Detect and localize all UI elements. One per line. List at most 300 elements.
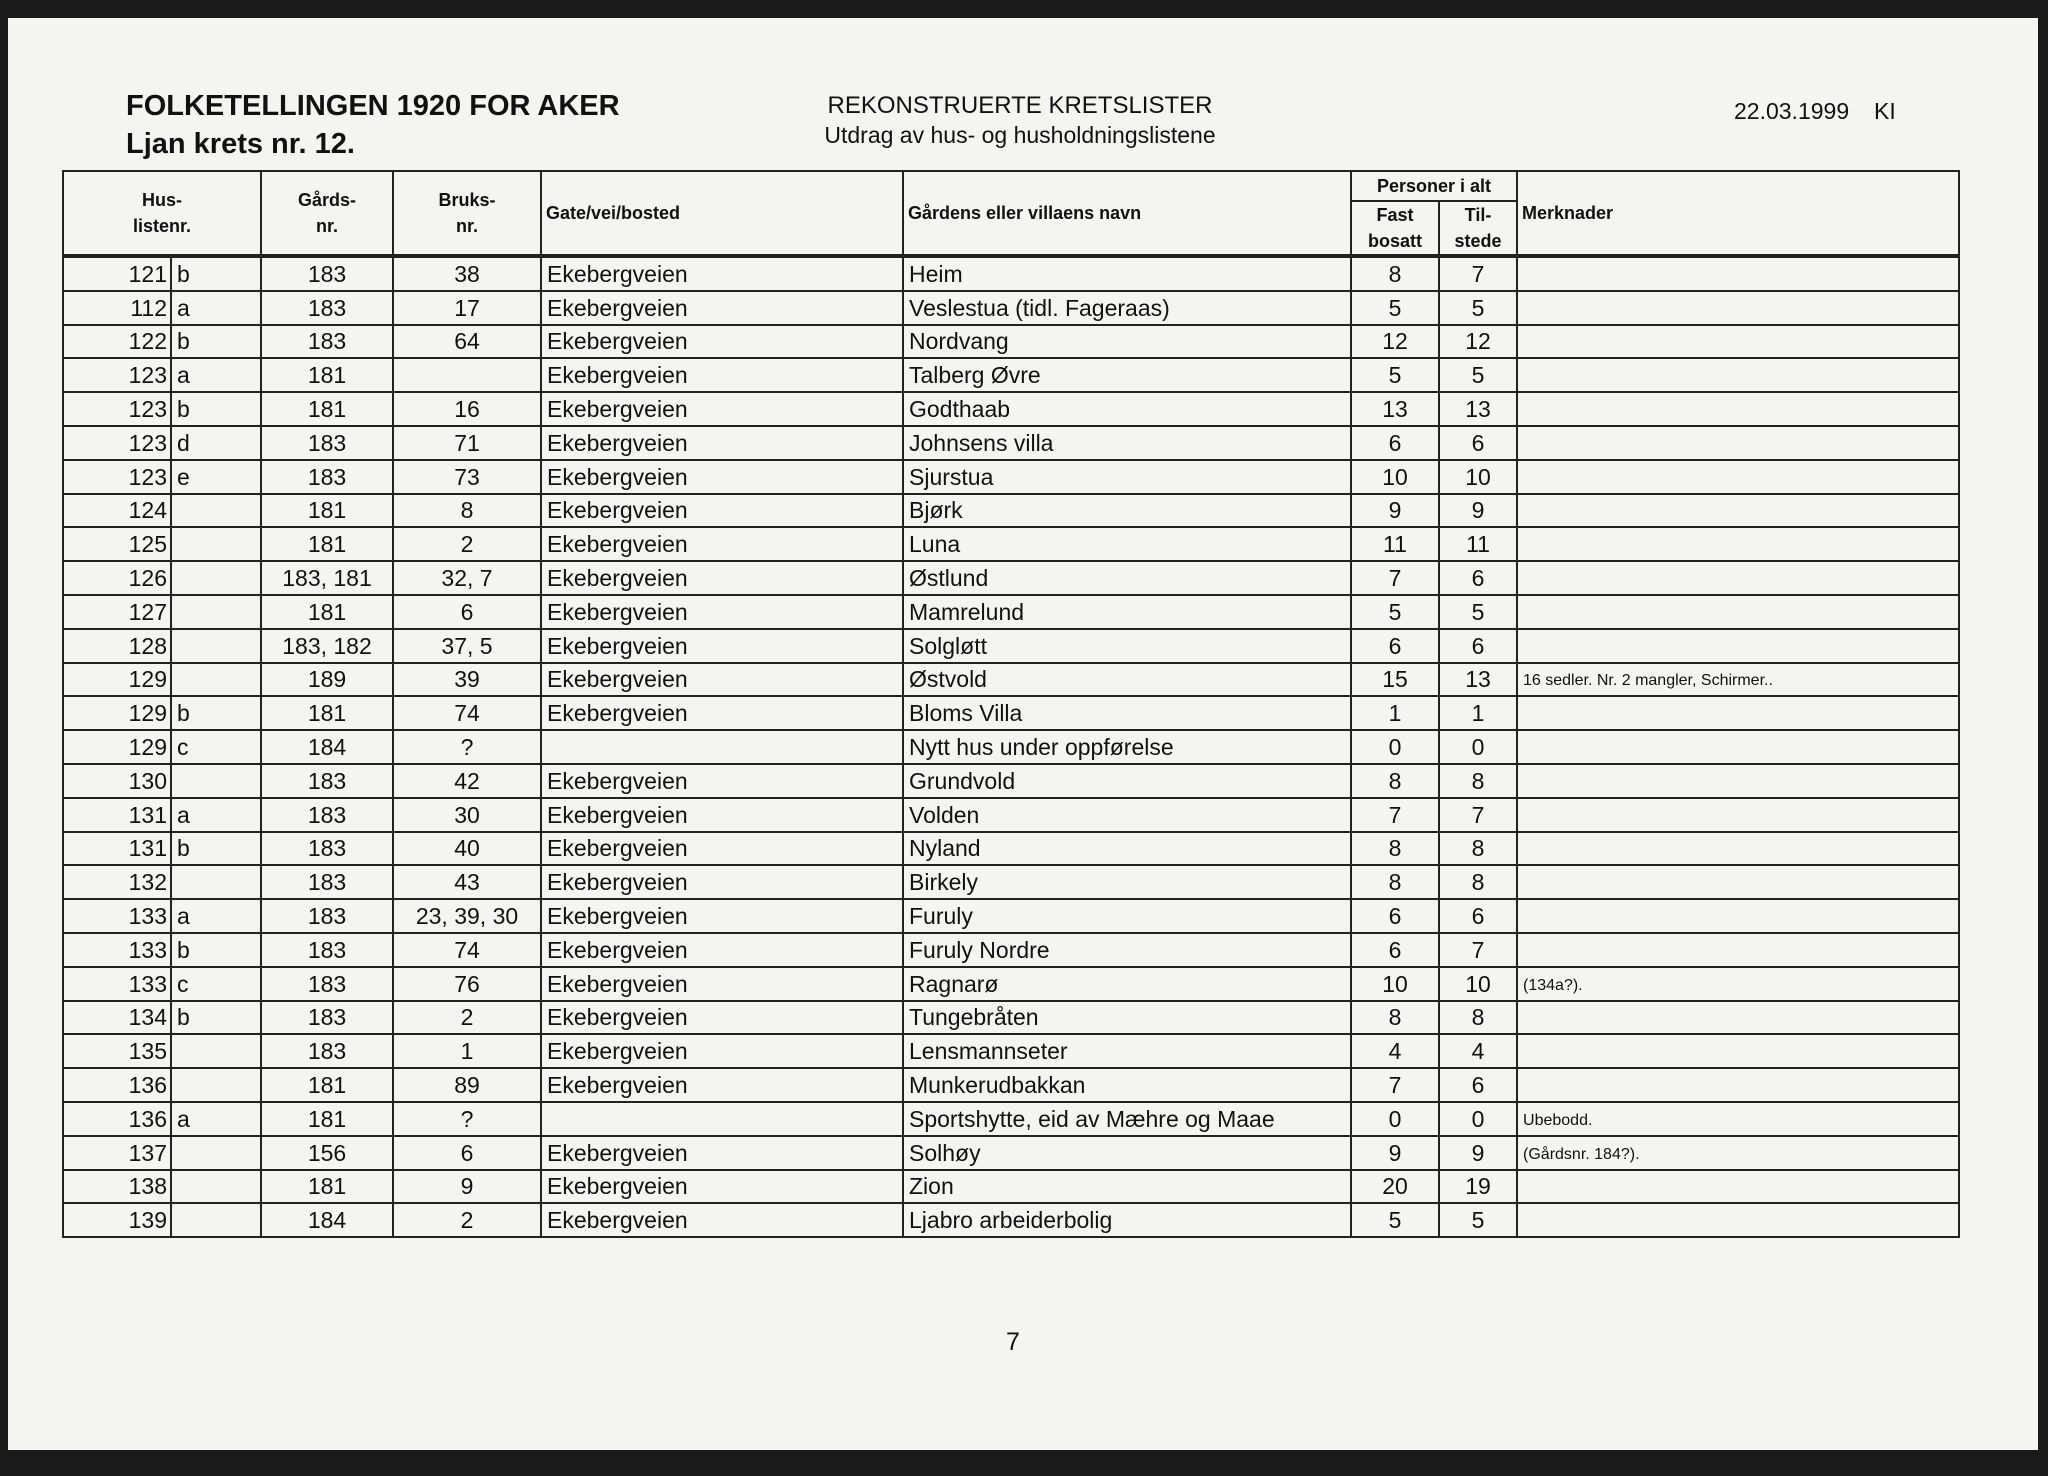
cell-present-count: 6: [1439, 561, 1517, 595]
cell-gards-nr: 183: [261, 798, 393, 832]
table-row: [63, 1001, 1959, 1035]
cell-property-name: Sportshytte, eid av Mæhre og Maae: [903, 1102, 1351, 1136]
cell-resident-count: 7: [1351, 561, 1439, 595]
cell-bruks-nr: 6: [393, 1136, 541, 1170]
cell-house-letter: a: [171, 899, 261, 933]
cell-resident-count: 15: [1351, 663, 1439, 697]
cell-gards-nr: 183: [261, 832, 393, 866]
cell-house-number: 123: [63, 426, 171, 460]
cell-property-name: Munkerudbakkan: [903, 1068, 1351, 1102]
cell-house-number: 133: [63, 899, 171, 933]
cell-house-number: 129: [63, 696, 171, 730]
table-row: [63, 764, 1959, 798]
cell-house-letter: d: [171, 426, 261, 460]
cell-bruks-nr: 74: [393, 933, 541, 967]
cell-remarks: [1517, 730, 1959, 764]
cell-gards-nr: 181: [261, 494, 393, 528]
cell-resident-count: 10: [1351, 967, 1439, 1001]
cell-property-name: Furuly: [903, 899, 1351, 933]
table-row: [63, 1102, 1959, 1136]
cell-house-letter: b: [171, 832, 261, 866]
cell-present-count: 10: [1439, 460, 1517, 494]
cell-property-name: Birkely: [903, 865, 1351, 899]
cell-present-count: 6: [1439, 1068, 1517, 1102]
table-row: [63, 730, 1959, 764]
cell-house-number: 124: [63, 494, 171, 528]
cell-gards-nr: 183: [261, 764, 393, 798]
cell-street: Ekebergveien: [541, 527, 903, 561]
cell-gards-nr: 183: [261, 291, 393, 325]
cell-gards-nr: 183: [261, 865, 393, 899]
cell-remarks: Ubebodd.: [1517, 1102, 1959, 1136]
cell-house-letter: [171, 1170, 261, 1204]
cell-property-name: Solgløtt: [903, 629, 1351, 663]
cell-remarks: [1517, 426, 1959, 460]
table-row: [63, 798, 1959, 832]
cell-present-count: 1: [1439, 696, 1517, 730]
cell-bruks-nr: ?: [393, 1102, 541, 1136]
cell-gards-nr: 181: [261, 696, 393, 730]
cell-street: Ekebergveien: [541, 325, 903, 359]
cell-bruks-nr: 32, 7: [393, 561, 541, 595]
cell-resident-count: 6: [1351, 933, 1439, 967]
cell-bruks-nr: 16: [393, 392, 541, 426]
col-header-navn: Gårdens eller villaens navn: [903, 171, 1351, 256]
district-title: Ljan krets nr. 12.: [126, 128, 355, 160]
cell-street: Ekebergveien: [541, 256, 903, 291]
cell-resident-count: 5: [1351, 1203, 1439, 1237]
cell-resident-count: 0: [1351, 730, 1439, 764]
cell-property-name: Sjurstua: [903, 460, 1351, 494]
cell-house-number: 129: [63, 663, 171, 697]
cell-resident-count: 6: [1351, 899, 1439, 933]
cell-remarks: [1517, 1068, 1959, 1102]
cell-property-name: Solhøy: [903, 1136, 1351, 1170]
cell-property-name: Grundvold: [903, 764, 1351, 798]
col-header-gards: Gårds- nr.: [261, 171, 393, 256]
cell-bruks-nr: ?: [393, 730, 541, 764]
cell-resident-count: 8: [1351, 832, 1439, 866]
cell-gards-nr: 183: [261, 1001, 393, 1035]
cell-property-name: Nytt hus under oppførelse: [903, 730, 1351, 764]
cell-remarks: 16 sedler. Nr. 2 mangler, Schirmer..: [1517, 663, 1959, 697]
cell-remarks: [1517, 358, 1959, 392]
cell-remarks: [1517, 899, 1959, 933]
cell-house-number: 130: [63, 764, 171, 798]
cell-remarks: [1517, 392, 1959, 426]
cell-present-count: 8: [1439, 764, 1517, 798]
cell-property-name: Lensmannseter: [903, 1034, 1351, 1068]
cell-house-letter: [171, 1136, 261, 1170]
cell-present-count: 0: [1439, 730, 1517, 764]
cell-gards-nr: 181: [261, 392, 393, 426]
cell-street: Ekebergveien: [541, 358, 903, 392]
cell-property-name: Zion: [903, 1170, 1351, 1204]
cell-house-letter: [171, 1034, 261, 1068]
cell-house-number: 121: [63, 256, 171, 291]
cell-street: Ekebergveien: [541, 1170, 903, 1204]
cell-property-name: Bloms Villa: [903, 696, 1351, 730]
cell-house-letter: b: [171, 325, 261, 359]
cell-bruks-nr: 74: [393, 696, 541, 730]
cell-remarks: [1517, 764, 1959, 798]
cell-present-count: 5: [1439, 1203, 1517, 1237]
cell-remarks: [1517, 1034, 1959, 1068]
cell-house-letter: a: [171, 291, 261, 325]
cell-house-number: 134: [63, 1001, 171, 1035]
table-row: [63, 629, 1959, 663]
table-row: [63, 1068, 1959, 1102]
cell-street: [541, 1102, 903, 1136]
cell-remarks: [1517, 527, 1959, 561]
cell-property-name: Nordvang: [903, 325, 1351, 359]
cell-street: Ekebergveien: [541, 832, 903, 866]
cell-resident-count: 5: [1351, 358, 1439, 392]
cell-house-letter: c: [171, 730, 261, 764]
cell-house-number: 136: [63, 1068, 171, 1102]
cell-house-letter: b: [171, 256, 261, 291]
cell-property-name: Nyland: [903, 832, 1351, 866]
cell-property-name: Veslestua (tidl. Fageraas): [903, 291, 1351, 325]
cell-house-letter: [171, 764, 261, 798]
cell-present-count: 6: [1439, 629, 1517, 663]
cell-present-count: 7: [1439, 798, 1517, 832]
cell-gards-nr: 183: [261, 1034, 393, 1068]
cell-street: Ekebergveien: [541, 663, 903, 697]
cell-present-count: 6: [1439, 899, 1517, 933]
table-row: [63, 561, 1959, 595]
cell-resident-count: 8: [1351, 865, 1439, 899]
col-header-til: Til- stede: [1439, 201, 1517, 256]
cell-street: Ekebergveien: [541, 1203, 903, 1237]
cell-gards-nr: 181: [261, 595, 393, 629]
cell-house-letter: a: [171, 798, 261, 832]
cell-remarks: [1517, 561, 1959, 595]
cell-remarks: [1517, 494, 1959, 528]
cell-property-name: Tungebråten: [903, 1001, 1351, 1035]
cell-resident-count: 9: [1351, 494, 1439, 528]
cell-property-name: Mamrelund: [903, 595, 1351, 629]
cell-house-number: 123: [63, 358, 171, 392]
cell-gards-nr: 183, 182: [261, 629, 393, 663]
document-subtitle: REKONSTRUERTE KRETSLISTER: [827, 92, 1213, 119]
cell-house-number: 138: [63, 1170, 171, 1204]
cell-street: Ekebergveien: [541, 392, 903, 426]
cell-bruks-nr: 9: [393, 1170, 541, 1204]
cell-bruks-nr: 89: [393, 1068, 541, 1102]
cell-present-count: 8: [1439, 865, 1517, 899]
table-row: [63, 933, 1959, 967]
cell-remarks: [1517, 1170, 1959, 1204]
cell-resident-count: 0: [1351, 1102, 1439, 1136]
cell-remarks: [1517, 595, 1959, 629]
table-row: [63, 460, 1959, 494]
cell-remarks: [1517, 696, 1959, 730]
cell-street: Ekebergveien: [541, 1136, 903, 1170]
table-row: [63, 1136, 1959, 1170]
cell-gards-nr: 183: [261, 899, 393, 933]
col-header-personer: Personer i alt: [1351, 171, 1517, 201]
cell-street: Ekebergveien: [541, 865, 903, 899]
cell-present-count: 5: [1439, 291, 1517, 325]
document-date: 22.03.1999: [1734, 98, 1850, 124]
cell-house-number: 129: [63, 730, 171, 764]
cell-house-number: 135: [63, 1034, 171, 1068]
cell-street: Ekebergveien: [541, 426, 903, 460]
cell-house-letter: [171, 527, 261, 561]
cell-property-name: Østlund: [903, 561, 1351, 595]
cell-remarks: [1517, 1203, 1959, 1237]
cell-bruks-nr: [393, 358, 541, 392]
cell-present-count: 13: [1439, 663, 1517, 697]
cell-resident-count: 11: [1351, 527, 1439, 561]
cell-house-number: 125: [63, 527, 171, 561]
col-header-gate: Gate/vei/bosted: [541, 171, 903, 256]
table-header: [63, 171, 1959, 256]
cell-bruks-nr: 73: [393, 460, 541, 494]
cell-present-count: 6: [1439, 426, 1517, 460]
census-table: [62, 170, 1960, 1238]
document-description: Utdrag av hus- og husholdningslistene: [824, 122, 1216, 148]
table-row: [63, 291, 1959, 325]
cell-house-number: 127: [63, 595, 171, 629]
cell-house-letter: [171, 595, 261, 629]
table-row: [63, 595, 1959, 629]
table-row: [63, 1034, 1959, 1068]
col-header-hus: Hus- listenr.: [63, 171, 261, 256]
cell-street: Ekebergveien: [541, 1001, 903, 1035]
cell-gards-nr: 156: [261, 1136, 393, 1170]
cell-house-letter: b: [171, 1001, 261, 1035]
cell-remarks: [1517, 865, 1959, 899]
table-row: [63, 494, 1959, 528]
cell-house-number: 133: [63, 967, 171, 1001]
table-row: [63, 899, 1959, 933]
col-header-bruks: Bruks- nr.: [393, 171, 541, 256]
cell-street: Ekebergveien: [541, 933, 903, 967]
cell-property-name: Godthaab: [903, 392, 1351, 426]
author-initials: KI: [1874, 98, 1896, 124]
cell-bruks-nr: 40: [393, 832, 541, 866]
cell-bruks-nr: 6: [393, 595, 541, 629]
cell-remarks: [1517, 629, 1959, 663]
cell-house-letter: [171, 663, 261, 697]
table-row: [63, 967, 1959, 1001]
cell-house-letter: a: [171, 1102, 261, 1136]
cell-house-number: 131: [63, 798, 171, 832]
cell-house-number: 137: [63, 1136, 171, 1170]
cell-house-number: 131: [63, 832, 171, 866]
cell-gards-nr: 181: [261, 527, 393, 561]
cell-house-number: 128: [63, 629, 171, 663]
cell-resident-count: 8: [1351, 256, 1439, 291]
cell-house-letter: b: [171, 392, 261, 426]
cell-house-number: 133: [63, 933, 171, 967]
table-row: [63, 358, 1959, 392]
cell-house-letter: [171, 561, 261, 595]
table-row: [63, 1170, 1959, 1204]
cell-gards-nr: 181: [261, 1068, 393, 1102]
cell-bruks-nr: 2: [393, 527, 541, 561]
cell-street: Ekebergveien: [541, 561, 903, 595]
cell-gards-nr: 184: [261, 1203, 393, 1237]
cell-house-number: 123: [63, 460, 171, 494]
cell-property-name: Ljabro arbeiderbolig: [903, 1203, 1351, 1237]
cell-house-number: 112: [63, 291, 171, 325]
cell-remarks: [1517, 798, 1959, 832]
cell-house-letter: b: [171, 933, 261, 967]
cell-house-letter: [171, 1068, 261, 1102]
cell-property-name: Bjørk: [903, 494, 1351, 528]
cell-resident-count: 10: [1351, 460, 1439, 494]
cell-remarks: [1517, 256, 1959, 291]
document-title: FOLKETELLINGEN 1920 FOR AKER: [126, 90, 620, 122]
cell-present-count: 4: [1439, 1034, 1517, 1068]
cell-remarks: [1517, 325, 1959, 359]
table-row: [63, 256, 1959, 291]
cell-resident-count: 5: [1351, 595, 1439, 629]
cell-bruks-nr: 1: [393, 1034, 541, 1068]
cell-street: Ekebergveien: [541, 629, 903, 663]
cell-house-letter: e: [171, 460, 261, 494]
cell-gards-nr: 183: [261, 256, 393, 291]
cell-bruks-nr: 17: [393, 291, 541, 325]
cell-resident-count: 7: [1351, 798, 1439, 832]
cell-house-number: 136: [63, 1102, 171, 1136]
page-number: 7: [1006, 1328, 1020, 1356]
cell-street: Ekebergveien: [541, 798, 903, 832]
cell-house-number: 139: [63, 1203, 171, 1237]
cell-resident-count: 8: [1351, 1001, 1439, 1035]
table-row: [63, 527, 1959, 561]
cell-bruks-nr: 8: [393, 494, 541, 528]
cell-present-count: 19: [1439, 1170, 1517, 1204]
cell-gards-nr: 181: [261, 1102, 393, 1136]
cell-bruks-nr: 43: [393, 865, 541, 899]
cell-gards-nr: 181: [261, 1170, 393, 1204]
cell-gards-nr: 183: [261, 967, 393, 1001]
cell-house-letter: a: [171, 358, 261, 392]
cell-present-count: 8: [1439, 1001, 1517, 1035]
cell-bruks-nr: 64: [393, 325, 541, 359]
cell-house-letter: c: [171, 967, 261, 1001]
cell-bruks-nr: 39: [393, 663, 541, 697]
cell-gards-nr: 183: [261, 426, 393, 460]
table-row: [63, 696, 1959, 730]
cell-house-letter: [171, 1203, 261, 1237]
cell-resident-count: 13: [1351, 392, 1439, 426]
cell-remarks: [1517, 1001, 1959, 1035]
cell-street: Ekebergveien: [541, 696, 903, 730]
cell-street: Ekebergveien: [541, 899, 903, 933]
cell-house-number: 132: [63, 865, 171, 899]
cell-gards-nr: 181: [261, 358, 393, 392]
cell-resident-count: 8: [1351, 764, 1439, 798]
cell-resident-count: 5: [1351, 291, 1439, 325]
cell-remarks: (134a?).: [1517, 967, 1959, 1001]
table-body: [63, 256, 1959, 1237]
cell-resident-count: 12: [1351, 325, 1439, 359]
cell-remarks: [1517, 460, 1959, 494]
cell-present-count: 0: [1439, 1102, 1517, 1136]
cell-bruks-nr: 76: [393, 967, 541, 1001]
cell-present-count: 11: [1439, 527, 1517, 561]
cell-street: Ekebergveien: [541, 291, 903, 325]
cell-present-count: 5: [1439, 358, 1517, 392]
cell-street: [541, 730, 903, 764]
cell-bruks-nr: 71: [393, 426, 541, 460]
cell-bruks-nr: 23, 39, 30: [393, 899, 541, 933]
cell-present-count: 9: [1439, 1136, 1517, 1170]
cell-gards-nr: 183, 181: [261, 561, 393, 595]
cell-property-name: Ragnarø: [903, 967, 1351, 1001]
cell-gards-nr: 183: [261, 325, 393, 359]
cell-present-count: 10: [1439, 967, 1517, 1001]
cell-gards-nr: 183: [261, 933, 393, 967]
cell-house-letter: [171, 865, 261, 899]
cell-bruks-nr: 37, 5: [393, 629, 541, 663]
cell-property-name: Johnsens villa: [903, 426, 1351, 460]
cell-property-name: Østvold: [903, 663, 1351, 697]
cell-resident-count: 20: [1351, 1170, 1439, 1204]
table-row: [63, 426, 1959, 460]
cell-house-number: 123: [63, 392, 171, 426]
cell-house-number: 122: [63, 325, 171, 359]
cell-property-name: Talberg Øvre: [903, 358, 1351, 392]
cell-street: Ekebergveien: [541, 460, 903, 494]
cell-house-letter: [171, 629, 261, 663]
cell-property-name: Heim: [903, 256, 1351, 291]
cell-gards-nr: 183: [261, 460, 393, 494]
cell-bruks-nr: 2: [393, 1203, 541, 1237]
cell-resident-count: 1: [1351, 696, 1439, 730]
cell-remarks: [1517, 832, 1959, 866]
table-row: [63, 325, 1959, 359]
cell-property-name: Volden: [903, 798, 1351, 832]
cell-street: Ekebergveien: [541, 494, 903, 528]
cell-street: Ekebergveien: [541, 1034, 903, 1068]
table-row: [63, 663, 1959, 697]
cell-present-count: 12: [1439, 325, 1517, 359]
cell-present-count: 7: [1439, 933, 1517, 967]
col-header-merknader: Merknader: [1517, 171, 1959, 256]
cell-resident-count: 6: [1351, 629, 1439, 663]
cell-street: Ekebergveien: [541, 967, 903, 1001]
cell-bruks-nr: 30: [393, 798, 541, 832]
cell-present-count: 5: [1439, 595, 1517, 629]
cell-bruks-nr: 42: [393, 764, 541, 798]
table-row: [63, 832, 1959, 866]
cell-street: Ekebergveien: [541, 1068, 903, 1102]
cell-present-count: 9: [1439, 494, 1517, 528]
cell-remarks: [1517, 291, 1959, 325]
cell-remarks: [1517, 933, 1959, 967]
cell-bruks-nr: 38: [393, 256, 541, 291]
cell-house-letter: [171, 494, 261, 528]
cell-gards-nr: 184: [261, 730, 393, 764]
cell-house-letter: b: [171, 696, 261, 730]
cell-present-count: 13: [1439, 392, 1517, 426]
cell-street: Ekebergveien: [541, 595, 903, 629]
cell-bruks-nr: 2: [393, 1001, 541, 1035]
cell-gards-nr: 189: [261, 663, 393, 697]
cell-resident-count: 9: [1351, 1136, 1439, 1170]
cell-property-name: Furuly Nordre: [903, 933, 1351, 967]
cell-resident-count: 4: [1351, 1034, 1439, 1068]
table-row: [63, 1203, 1959, 1237]
cell-house-number: 126: [63, 561, 171, 595]
cell-present-count: 7: [1439, 256, 1517, 291]
